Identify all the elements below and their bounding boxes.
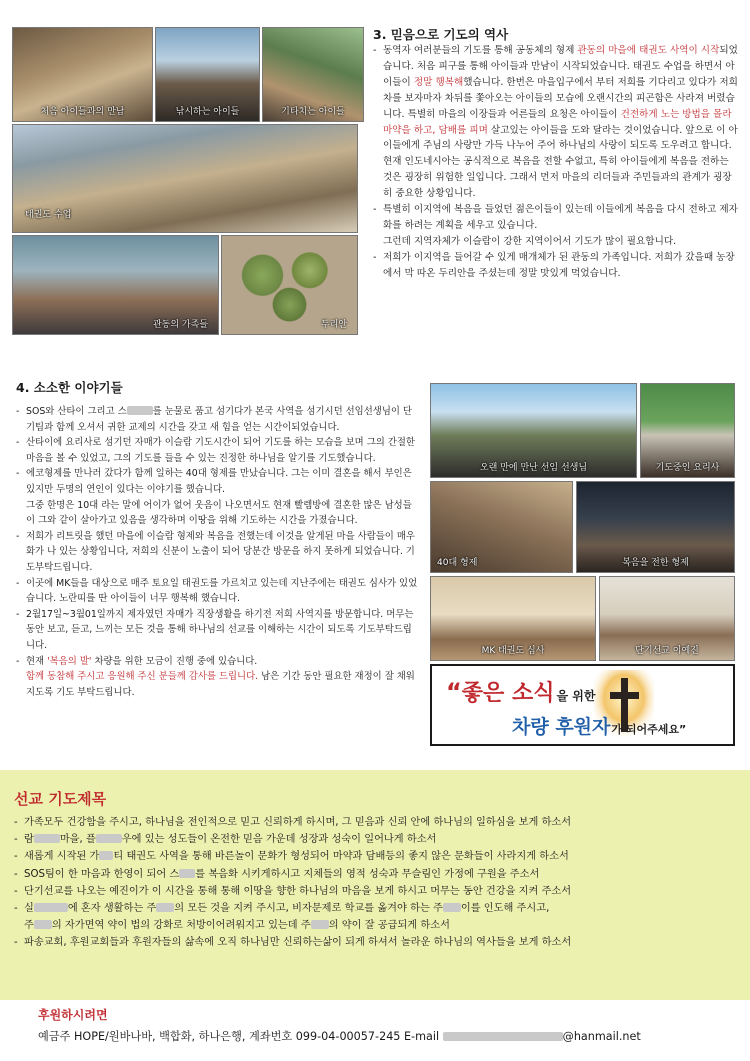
prayer-title: 선교 기도제목: [14, 790, 107, 808]
banner-for: 을 위한: [556, 689, 596, 703]
prayer-item: - 파송교회, 후원교회들과 후원자들의 삶속에 오직 하나님만 신뢰하는삶이 되게 하셔서 놀라운 하나님의 역사들을 보게 하소서: [14, 934, 739, 951]
prayer-item: - 단기선교를 나오는 예진이가 이 시간을 통해 통해 이땅을 향한 하나님의 마음을 보게 하시고 머무는 동안 건강을 지켜 주소서: [14, 883, 739, 900]
banner-vehicle-sponsor: 차량 후원자: [512, 716, 611, 738]
redacted-text: [34, 903, 68, 912]
redacted-text: [34, 920, 52, 929]
prayer-item: - 실 에 혼자 생활하는 주 의 모든 것을 지켜 주시고, 비자문제로 학교를 옮겨야 하는 주 이를 인도해 주시고, 주 의 자가면역 약이 법의 강화로 처방이어려워지고 있는데 주 의 약이 잘 공급되게 하소서: [14, 900, 739, 934]
redacted-text: [179, 869, 195, 878]
photo-caption: MK 태권도 심사: [481, 646, 545, 656]
redacted-text: [99, 851, 113, 860]
photo-praying-cook: [640, 383, 735, 478]
redacted-text: [311, 920, 329, 929]
redacted-email: [443, 1032, 563, 1041]
banner-become: 가 되어주세요”: [611, 723, 687, 736]
section3-item: - 저희가 이지역을 들어갈 수 있게 매개체가 된 관동의 가족입니다. 저희가 갔을때 농장에서 막 따온 두리안을 주셨는데 정말 맛있게 먹었습니다.: [373, 250, 738, 282]
photo-caption: 처음 아이들과의 만남: [40, 107, 125, 117]
section4-item: - 이곳에 MK들을 대상으로 매주 토요일 태권도를 가르치고 있는데 지난주에는 태권도 심사가 있었습니다. 노란띠를 딴 아이들이 너무 행복해 했습니다.: [16, 576, 420, 607]
photo-40s-brother: [430, 481, 573, 573]
redacted-text: [156, 903, 174, 912]
section4-item: - SOS와 산타이 그리고 스 를 눈물로 품고 섬기다가 본국 사역을 섬기시던 선임선생님이 단기팀과 함께 오셔서 귀한 교제의 시간을 갖고 새 힘을 얻는 시간이되었습니다.: [16, 404, 420, 435]
photo-first-meeting: [12, 27, 153, 122]
section3-item: - 동역자 여러분들의 기도를 통해 공동체의 형제 관동의 마을에 태권도 사역이 시작되었습니다. 처음 피구를 통해 아이들과 만남이 시작되었습니다. 태권도 수업을 하면서 아이들이 정말 행복해했습니다. 한번은 마을입구에서 부터 저희를 기다리고 있다가 저희차를 보자마자 차뒤를 쫓아오는 아이들의 모습에 오랜시간의 피곤함은 사라져 버렸습니다. 특별히 마을의 이장들과 어른들의 요청은 아이들이 건전하게 노는 방법을 몰라 마약을 하고, 담배를 피며 살고있는 아이들을 도와 달라는 것이었습니다. 앞으로 이 아이들에게 주님의 사랑만 가득 나누어 주어 하나님의 사랑이 되도록 도우려고 합니다. 현재 인도네시아는 공식적으로 복음을 전할 수없고, 특히 아이들에게 복음을 전하는 것은 굉장히 위험한 일입니다. 그래서 먼저 마을의 리더들과 주민들과의 관계가 굉장히 중요한 상황입니다.: [373, 43, 738, 202]
redacted-text: [443, 903, 461, 912]
section4-item: - 2월17일~3월01일까지 제자였던 자매가 직장생활을 하기전 저희 사역지를 방문합니다. 머무는 동안 보고, 듣고, 느끼는 모든 것을 통해 하나님의 선교를 이해하는 시간이 되도록 기도부탁드립니다.: [16, 607, 420, 654]
section4-item: - 산타이에 요리사로 섬기던 자매가 이슬람 기도시간이 되어 기도를 하는 모습을 보며 그의 간절한 마음을 볼 수 있었고, 그의 기도를 들을 수 있는 진정한 하나님을 알기를 기도했습니다.: [16, 435, 420, 466]
photo-fishing-kids: [155, 27, 260, 122]
section4-item: - 현재 '복음의 발' 차량을 위한 모금이 진행 중에 있습니다. 함께 동참해 주시고 응원해 주신 분들께 감사를 드립니다. 남은 기간 동안 필요한 재정이 잘 채워지도록 기도 부탁드립니다.: [16, 654, 420, 701]
support-account-line: 예금주 HOPE/원바나바, 백합화, 하나은행, 계좌번호 099-04-00057-245 E-mail @hanmail.net: [38, 1030, 641, 1043]
redacted-text: [34, 834, 60, 843]
photo-caption: 40대 형제: [437, 558, 478, 568]
photo-mk-taekwondo-test: [430, 576, 596, 661]
photo-gwandong-family: [12, 235, 219, 335]
banner-quote-open: “: [446, 678, 462, 706]
redacted-text: [127, 406, 153, 415]
prayer-item: - 람 마을, 플 우에 있는 성도들이 온전한 믿음 가운데 성장과 성숙이 일어나게 하소서: [14, 831, 739, 848]
photo-caption: 기타치는 아이들: [281, 107, 345, 117]
photo-guitar-kids: [262, 27, 364, 122]
photo-short-term-missionary: [599, 576, 735, 661]
photo-caption: 두리안: [320, 320, 347, 330]
prayer-item: - SOS팀이 한 마음과 한영이 되어 스 를 복음화 시키게하시고 지체들의 영적 성숙과 무슬림인 가정에 구원을 주소서: [14, 866, 739, 883]
photo-caption: 태권도 수업: [25, 210, 72, 220]
section3-item: - 특별히 이지역에 복음을 들었던 젊은이들이 있는데 이들에게 복음을 다시 전하고 제자화를 하려는 계획을 세우고 있습니다. 그런데 지역자체가 이슬람이 강한 지역이어서 기도가 많이 필요합니다.: [373, 202, 738, 250]
prayer-list: [14, 814, 739, 952]
photo-caption: 오랜 만에 만난 선임 선생님: [479, 463, 588, 473]
photo-caption: 복음을 전한 형제: [622, 558, 689, 568]
section4-item: - 저희가 리트릿을 했던 마을에 이슬람 형제와 복음을 전했는데 이것을 알게된 마을 사람들이 매우 화가 나 있는 상황입니다, 저희의 신분이 노출이 되어 당분간 방문을 하지 못하게 되었습니다. 기도부탁드립니다.: [16, 529, 420, 576]
prayer-item: - 새롭게 시작된 가 티 태권도 사역을 통해 바른놀이 문화가 형성되어 마약과 담배등의 좋지 않은 문화들이 사라지게 하소서: [14, 848, 739, 865]
photo-taekwondo-class: [12, 124, 358, 233]
redacted-text: [96, 834, 122, 843]
banner-good-news: 좋은 소식: [461, 681, 555, 706]
section4-title: 4. 소소한 이야기들: [16, 380, 123, 395]
section3-list: [373, 43, 738, 282]
photo-caption: 단기선교 이예진: [635, 646, 699, 656]
photo-durian: [221, 235, 358, 335]
photo-caption: 기도중인 요리사: [655, 463, 720, 473]
section4-list: [16, 404, 420, 700]
prayer-topics-section: [0, 770, 750, 1000]
support-title: 후원하시려면: [38, 1008, 108, 1022]
support-info: [0, 1000, 750, 1061]
prayer-item: - 가족모두 건강함을 주시고, 하나님을 전인적으로 믿고 신뢰하게 하시며, 그 믿음과 신뢰 안에 하나님의 일하심을 보게 하소서: [14, 814, 739, 831]
section3-title: 3. 믿음으로 기도의 역사: [373, 27, 509, 42]
vehicle-sponsor-banner: [430, 664, 735, 746]
photo-caption: 관동의 가족들: [152, 320, 208, 330]
photo-gospel-brother: [576, 481, 735, 573]
section4-item: - 에코형제를 만나러 갔다가 함께 일하는 40대 형제를 만났습니다. 그는 이미 결혼을 해서 부인은 있지만 두명의 연인이 있다는 이야기를 했습니다. 그중 한명은 10대 라는 말에 어이가 없어 웃음이 나오면서도 현재 빨렘방에 결혼한 많은 남성들이 그와 같이 살아가고 있음을 생각하며 이땅을 위해 기도하는 시간을 가졌습니다.: [16, 466, 420, 528]
photo-caption: 낚시하는 아이들: [175, 107, 240, 117]
photo-senior-teacher: [430, 383, 637, 478]
